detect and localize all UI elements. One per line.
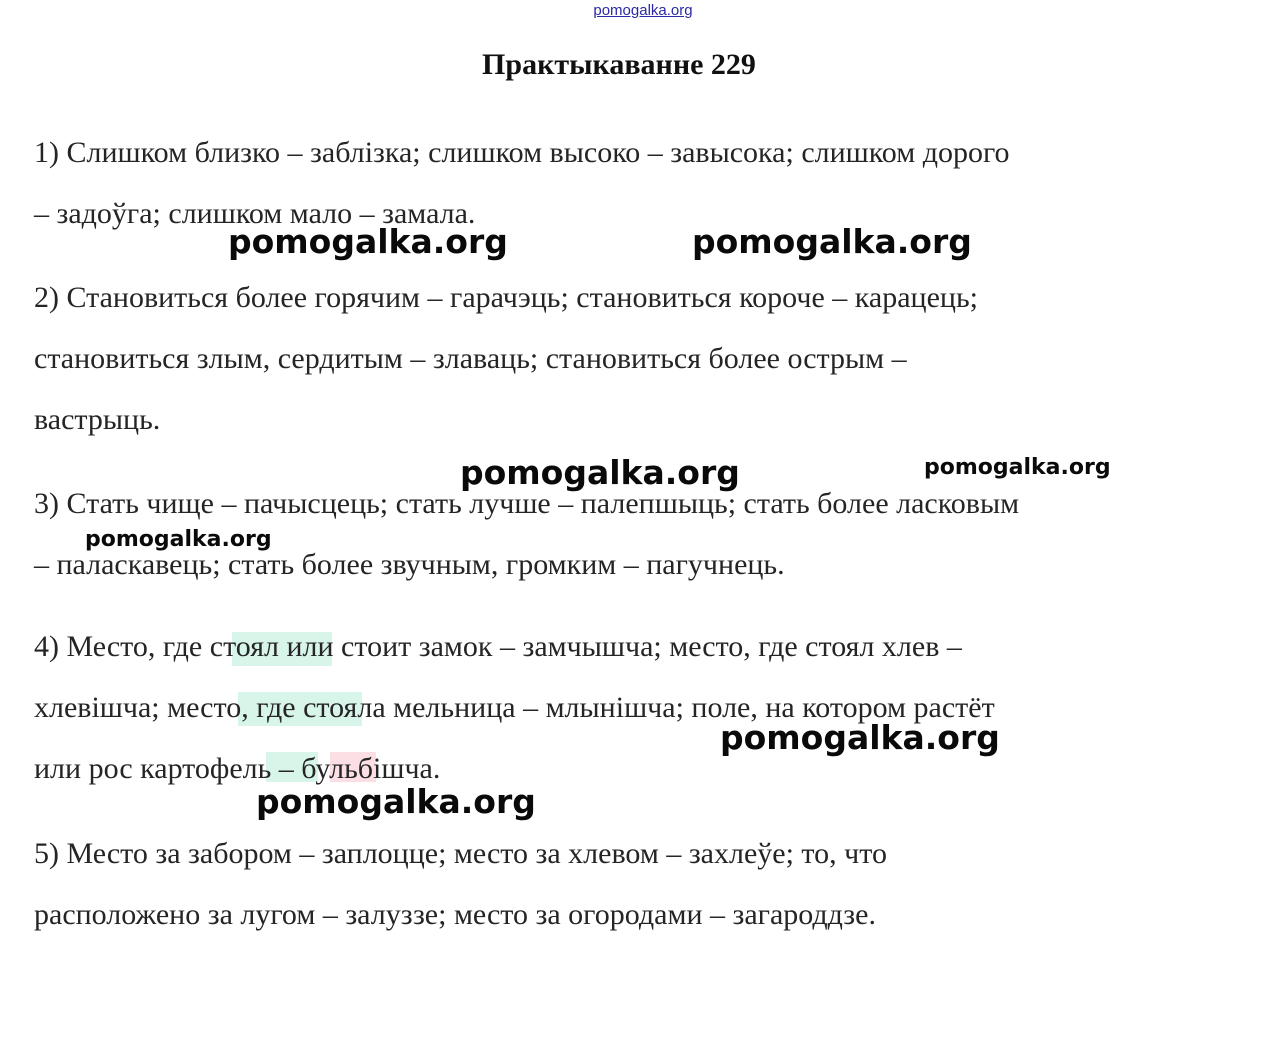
text-line: вастрыць. [34,403,161,436]
site-link[interactable]: pomogalka.org [593,2,693,19]
text-line: или рос картофель – бульбішча. [34,752,441,785]
watermark: pomogalka.org [228,222,508,261]
text-line: 1) Слишком близко – заблізка; слишком высоко – завысока; слишком дорого [34,136,1010,169]
text-line: хлевішча; место, где стояла мельница – млынішча; поле, на котором растёт [34,691,995,724]
watermark: pomogalka.org [924,455,1111,480]
watermark: pomogalka.org [720,718,1000,757]
page-title: Практыкаванне 229 [482,48,756,81]
watermark: pomogalka.org [85,527,272,552]
text-line: 5) Место за забором – заплоцце; место за хлевом – захлеўе; то, что [34,837,887,870]
text-line: расположено за лугом – залуззе; место за огородами – загароддзе. [34,898,876,931]
watermark: pomogalka.org [256,782,536,821]
watermark: pomogalka.org [692,222,972,261]
text-line: 4) Место, где стоял или стоит замок – замчышча; место, где стоял хлев – [34,630,962,663]
watermark: pomogalka.org [460,453,740,492]
text-line: – паласкавець; стать более звучным, громким – пагучнець. [34,548,785,581]
text-line: – задоўга; слишком мало – замала. [34,197,476,230]
text-line: 3) Стать чище – пачысцець; стать лучше – палепшыць; стать более ласковым [34,487,1020,520]
text-line: становиться злым, сердитым – злаваць; становиться более острым – [34,342,907,375]
text-line: 2) Становиться более горячим – гарачэць; становиться короче – карацець; [34,281,978,314]
